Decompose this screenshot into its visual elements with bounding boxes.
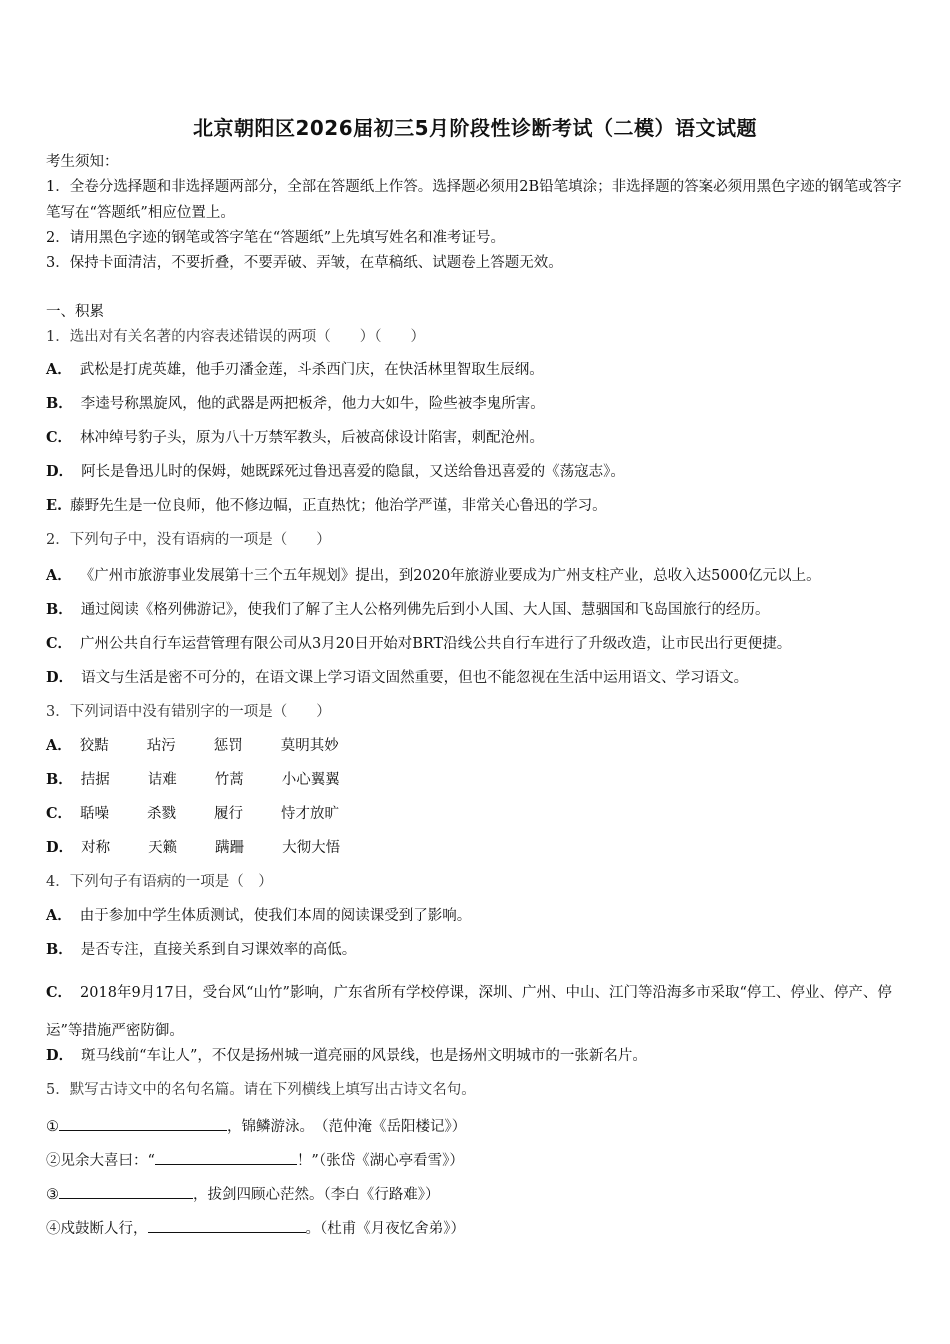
question-4-option-c — [46, 974, 908, 1050]
question-1-option-b — [46, 394, 545, 414]
word: 玷污 — [146, 738, 176, 754]
word: 蹒跚 — [215, 840, 245, 856]
question-3-option-d — [46, 838, 349, 858]
word: 聒噪 — [80, 806, 110, 822]
notice-item-2: 2．请用黑色字迹的钢笔或答字笔在“答题纸”上先填写姓名和准考证号。 — [46, 230, 506, 246]
option-text: 阿长是鲁迅儿时的保姆，她既踩死过鲁迅喜爱的隐鼠，又送给鲁迅喜爱的《荡寇志》。 — [81, 464, 625, 480]
question-1-option-e — [46, 496, 607, 516]
option-label: C． — [46, 635, 73, 652]
word: 莫明其妙 — [280, 738, 339, 754]
question-4-option-a — [46, 906, 471, 926]
question-4-option-d — [46, 1046, 647, 1066]
word: 大彻大悟 — [282, 840, 341, 856]
question-2-stem: 2．下列句子中，没有语病的一项是（ ） — [46, 532, 331, 548]
word: 拮据 — [80, 772, 110, 788]
option-label: E. — [46, 497, 63, 514]
option-label: B． — [46, 771, 73, 788]
question-4-option-b — [46, 940, 356, 960]
word: 诘难 — [147, 772, 177, 788]
option-label: A． — [46, 907, 72, 924]
option-text: 李逵号称黑旋风，他的武器是两把板斧，他力大如牛，险些被李鬼所害。 — [80, 396, 545, 412]
option-label: B． — [46, 941, 73, 958]
option-text: 林冲绰号豹子头，原为八十万禁军教头，后被高俅设计陷害，刺配沧州。 — [80, 430, 545, 446]
question-5-line-3 — [46, 1182, 440, 1205]
option-text: 藤野先生是一位良师，他不修边幅，正直热忱；他治学严谨，非常关心鲁迅的学习。 — [70, 498, 607, 514]
word: 天籁 — [148, 840, 178, 856]
question-3-option-a — [46, 736, 348, 756]
answer-blank[interactable] — [155, 1148, 297, 1165]
option-text: 广州公共自行车运营管理有限公司从3月20日开始对BRT沿线公共自行车进行了升级改造，让市民出行更便捷。 — [80, 636, 792, 652]
option-label: B． — [46, 601, 73, 618]
question-5-line-4 — [46, 1216, 465, 1239]
question-2-option-d — [46, 668, 748, 688]
question-1-option-d — [46, 462, 625, 482]
question-1-stem: 1．选出对有关名著的内容表述错误的两项（ ）（ ） — [46, 329, 425, 345]
question-3-stem: 3．下列词语中没有错别字的一项是（ ） — [46, 704, 331, 720]
option-label: A． — [46, 361, 72, 378]
option-label: A． — [46, 737, 72, 754]
notice-item-1: 1．全卷分选择题和非选择题两部分，全部在答题纸上作答。选择题必须用2B铅笔填涂；非选择题的答案必须用黑色字迹的钢笔或答字笔写在“答题纸”相应位置上。 — [46, 179, 902, 221]
notice-item-3: 3．保持卡面清洁，不要折叠，不要弄破、弄皱，在草稿纸、试题卷上答题无效。 — [46, 255, 563, 271]
word: 惩罚 — [213, 738, 243, 754]
question-2-option-b — [46, 600, 770, 620]
section-heading: 一、积累 — [46, 304, 104, 320]
question-4-stem: 4．下列句子有语病的一项是（ ） — [46, 874, 273, 890]
line-prefix: ① — [46, 1119, 59, 1135]
question-2-option-a — [46, 566, 821, 586]
option-text: 通过阅读《格列佛游记》，使我们了解了主人公格列佛先后到小人国、大人国、慧骃国和飞岛国旅行的经历。 — [80, 602, 770, 618]
option-label: B． — [46, 395, 73, 412]
word: 狡黠 — [79, 738, 109, 754]
option-label: A． — [46, 567, 72, 584]
line-suffix: 。（杜甫《月夜忆舍弟》） — [305, 1221, 465, 1237]
question-2-option-c — [46, 634, 791, 654]
answer-blank[interactable] — [59, 1114, 227, 1131]
option-text: 是否专注，直接关系到自习课效率的高低。 — [80, 942, 357, 958]
word: 竹蒿 — [214, 772, 244, 788]
option-label: D． — [46, 463, 74, 480]
option-text: 武松是打虎英雄，他手刃潘金莲，斗杀西门庆，在快活林里智取生辰纲。 — [79, 362, 544, 378]
question-5-line-1 — [46, 1114, 466, 1137]
option-text: 斑马线前“车让人”，不仅是扬州城一道亮丽的风景线，也是扬州文明城市的一张新名片。 — [81, 1048, 647, 1064]
question-1-option-c — [46, 428, 544, 448]
notice-heading: 考生须知： — [46, 154, 119, 170]
question-5-line-2 — [46, 1148, 464, 1171]
option-label: D． — [46, 1047, 74, 1064]
page-title: 北京朝阳区2026届初三5月阶段性诊断考试（二模）语文试题 — [192, 116, 758, 140]
word: 杀戮 — [147, 806, 177, 822]
word: 恃才放旷 — [281, 806, 340, 822]
line-suffix: ，拔剑四顾心茫然。（李白《行路难》） — [193, 1187, 440, 1203]
option-label: C． — [46, 429, 73, 446]
word: 小心翼翼 — [281, 772, 340, 788]
word: 履行 — [214, 806, 244, 822]
option-label: C． — [46, 805, 73, 822]
question-1-option-a — [46, 360, 544, 380]
line-suffix: ！”（张岱《湖心亭看雪》） — [296, 1153, 464, 1169]
question-3-option-b — [46, 770, 349, 790]
line-suffix: ，锦鳞游泳。 （范仲淹《岳阳楼记》） — [227, 1119, 467, 1135]
line-prefix: ②见余大喜曰：“ — [46, 1153, 155, 1169]
question-3-option-c — [46, 804, 348, 824]
option-label: D． — [46, 839, 74, 856]
option-text: 语文与生活是密不可分的，在语文课上学习语文固然重要，但也不能忽视在生活中运用语文、学习语文。 — [81, 670, 749, 686]
option-label: C． — [46, 984, 73, 1001]
answer-blank[interactable] — [148, 1216, 306, 1233]
word: 对称 — [81, 840, 111, 856]
option-text: 由于参加中学生体质测试，使我们本周的阅读课受到了影响。 — [79, 908, 472, 924]
option-text: 2018年9月17日，受台风“山竹”影响，广东省所有学校停课，深圳、广州、中山、江门等沿海多市采取“停工、停业、停产、停运”等措施严密防御。 — [46, 985, 892, 1039]
answer-blank[interactable] — [59, 1182, 193, 1199]
line-prefix: ③ — [46, 1187, 59, 1203]
option-text: 《广州市旅游事业发展第十三个五年规划》提出，到2020年旅游业要成为广州支柱产业，总收入达5000亿元以上。 — [79, 568, 821, 584]
question-5-stem: 5．默写古诗文中的名句名篇。请在下列横线上填写出古诗文名句。 — [46, 1082, 476, 1098]
line-prefix: ④戍鼓断人行， — [46, 1221, 148, 1237]
option-label: D． — [46, 669, 74, 686]
